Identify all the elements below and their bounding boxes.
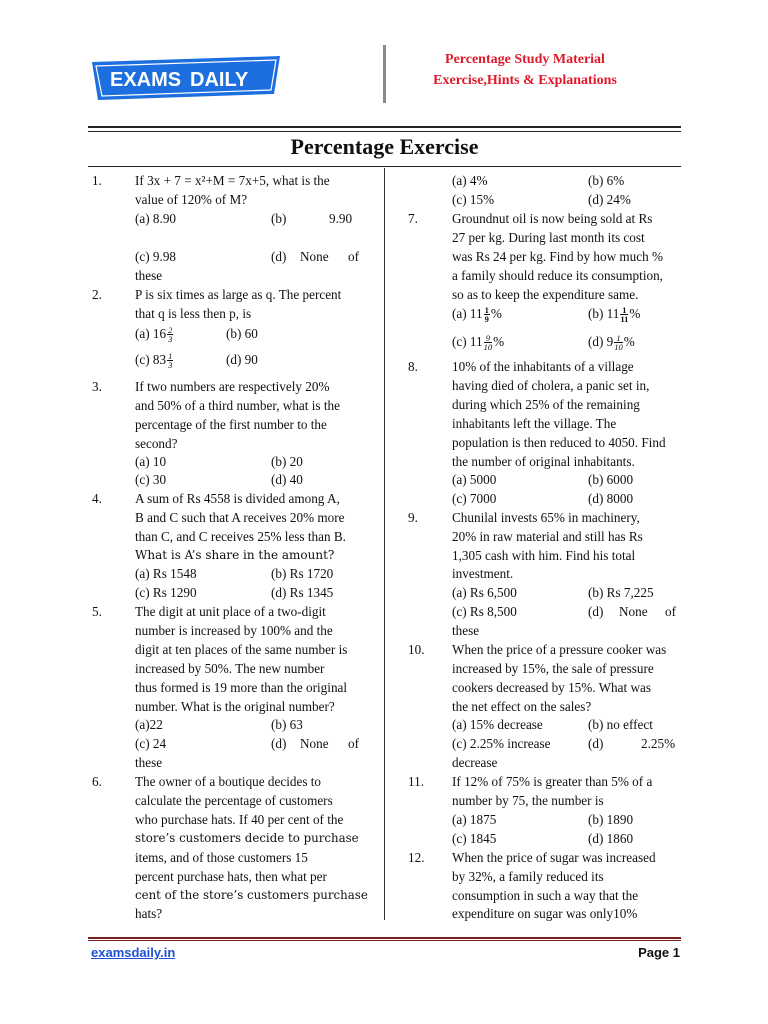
option-c: (c) 15% [452, 192, 495, 207]
question-6-line-4: store’s customers decide to purchase [135, 831, 359, 845]
question-8-line-1: 10% of the inhabitants of a village [452, 359, 634, 374]
option-d-word: None [300, 736, 329, 751]
question-7-line-5: so as to keep the expenditure same. [452, 287, 639, 302]
fraction [484, 334, 493, 352]
question-number: 4. [92, 491, 102, 506]
denominator: 10 [614, 342, 623, 353]
denominator: 10 [483, 342, 493, 353]
question-8-line-6: the number of original inhabitants. [452, 454, 635, 469]
option-b: (b) Rs 1720 [271, 566, 334, 581]
question-4-line-3: than C, and C receives 25% less than B. [135, 529, 346, 544]
question-6-line-1: The owner of a boutique decides to [135, 774, 322, 789]
question-7-line-3: was Rs 24 per kg. Find by how much % [452, 249, 663, 264]
question-6-line-3: who purchase hats. If 40 per cent of the [135, 812, 344, 827]
option-b: (b) 20 [271, 454, 303, 469]
option-a: (a) Rs 1548 [135, 566, 197, 581]
question-5-line-3: digit at ten places of the same number is [135, 642, 348, 657]
question-2-line-2: that q is less then p, is [135, 306, 252, 321]
question-4-line-1: A sum of Rs 4558 is divided among A, [135, 491, 340, 506]
percent-sign: % [490, 306, 502, 321]
question-3-line-1: If two numbers are respectively 20% [135, 379, 330, 394]
option-b: (b) [271, 211, 287, 226]
question-number: 3. [92, 379, 102, 394]
fraction [614, 334, 623, 352]
column-divider [384, 168, 385, 920]
option-a: (a) 8.90 [135, 211, 177, 226]
option-c [452, 332, 504, 352]
question-6-line-5: items, and of those customers 15 [135, 850, 308, 865]
question-4-line-4: What is A’s share in the amount? [135, 548, 335, 562]
option-a: (a) 10 [135, 454, 167, 469]
question-12-line-3: consumption in such a way that the [452, 888, 639, 903]
option-d-word: of [348, 736, 359, 751]
question-3-line-3: percentage of the first number to the [135, 417, 327, 432]
question-number: 11. [408, 774, 424, 789]
exams-daily-logo [90, 50, 285, 104]
option-a: (a) 15% decrease [452, 717, 543, 732]
question-11-line-2: number by 75, the number is [452, 793, 604, 808]
numerator: 1 [614, 334, 623, 344]
question-10-line-3: cookers decreased by 15%. What was [452, 680, 651, 695]
question-number: 2. [92, 287, 102, 302]
option-a-text: (a) 16 [135, 326, 167, 341]
question-3-line-2: and 50% of a third number, what is the [135, 398, 340, 413]
option-c: (c) Rs 1290 [135, 585, 197, 600]
option-d: (d) 8000 [588, 491, 634, 506]
question-number: 6. [92, 774, 102, 789]
page-title: Percentage Exercise [290, 134, 479, 159]
question-5-line-5: thus formed is 19 more than the original [135, 680, 348, 695]
option-d-cont: these [135, 268, 163, 283]
question-6-line-6: percent purchase hats, then what per [135, 869, 327, 884]
option-a: (a) 5000 [452, 472, 497, 487]
question-7-line-1: Groundnut oil is now being sold at Rs [452, 211, 653, 226]
question-2-line-1: P is six times as large as q. The percent [135, 287, 342, 302]
question-8-line-5: population is then reduced to 4050. Find [452, 435, 666, 450]
question-5-line-4: increased by 50%. The new number [135, 661, 325, 676]
numerator: 1 [168, 350, 173, 361]
fraction [167, 326, 173, 344]
question-10-line-2: increased by 15%, the sale of pressure [452, 661, 654, 676]
option-c-text: (c) 11 [452, 334, 483, 349]
question-6-line-2: calculate the percentage of customers [135, 793, 333, 808]
question-5-line-1: The digit at unit place of a two-digit [135, 604, 326, 619]
option-a: (a) Rs 6,500 [452, 585, 517, 600]
logo-text-exams: EXAMS [110, 69, 182, 91]
option-d-word: None [300, 249, 329, 264]
option-d-cont: these [135, 755, 163, 770]
question-1-line-2: value of 120% of M? [135, 192, 248, 207]
question-5-line-6: number. What is the original number? [135, 699, 335, 714]
numerator: 9 [484, 334, 493, 344]
denominator: 3 [168, 334, 173, 345]
logo-text-daily: DAILY [190, 69, 249, 91]
percent-sign: % [493, 334, 505, 349]
title-rule-top-thin [88, 131, 681, 132]
option-c: (c) 1845 [452, 831, 497, 846]
question-10-line-1: When the price of a pressure cooker was [452, 642, 667, 657]
question-3-line-4: second? [135, 436, 178, 451]
question-number: 9. [408, 510, 418, 525]
fraction [484, 306, 490, 324]
option-d: (d) 24% [588, 192, 631, 207]
denominator: 9 [484, 314, 489, 325]
option-d: (d) 1860 [588, 831, 634, 846]
option-d-cont: these [452, 623, 480, 638]
option-d: (d) [588, 736, 604, 751]
numerator: 1 [484, 304, 489, 315]
option-d: (d) [271, 249, 287, 264]
option-d: (d) Rs 1345 [271, 585, 334, 600]
denominator: 3 [168, 360, 173, 371]
option-a [135, 324, 174, 344]
option-d [588, 332, 635, 352]
option-a: (a)22 [135, 717, 163, 732]
fraction [167, 352, 173, 370]
footer-site-link[interactable]: examsdaily.in [91, 945, 176, 960]
denominator: 11 [620, 314, 629, 325]
option-d-cont: decrease [452, 755, 498, 770]
option-d-word: of [665, 604, 676, 619]
question-4-line-2: B and C such that A receives 20% more [135, 510, 345, 525]
question-10-line-4: the net effect on the sales? [452, 699, 592, 714]
question-9-line-2: 20% in raw material and still has Rs [452, 529, 643, 544]
question-number: 8. [408, 359, 418, 374]
option-d: (d) 90 [226, 352, 258, 367]
option-c: (c) 30 [135, 472, 167, 487]
question-9-line-1: Chunilal invests 65% in machinery, [452, 510, 640, 525]
question-number: 7. [408, 211, 418, 226]
question-7-line-2: 27 per kg. During last month its cost [452, 230, 645, 245]
option-c-text: (c) 83 [135, 352, 167, 367]
option-b: (b) 63 [271, 717, 303, 732]
footer-rule [88, 937, 681, 939]
option-d-word: None [619, 604, 648, 619]
question-12-line-2: by 32%, a family reduced its [452, 869, 604, 884]
question-9-line-4: investment. [452, 566, 514, 581]
footer-rule-thin [88, 940, 681, 941]
option-d-value: 2.25% [641, 736, 676, 751]
header-divider [383, 45, 386, 103]
question-number: 10. [408, 642, 425, 657]
option-b-text: (b) 11 [588, 306, 620, 321]
fraction [620, 306, 628, 324]
option-c: (c) Rs 8,500 [452, 604, 517, 619]
question-1-line-1: If 3x + 7 = x²+M = 7x+5, what is the [135, 173, 330, 188]
option-d: (d) [588, 604, 604, 619]
option-d-text: (d) 9 [588, 334, 614, 349]
percent-sign: % [629, 306, 641, 321]
question-number: 1. [92, 173, 102, 188]
option-c: (c) 7000 [452, 491, 497, 506]
title-rule-top [88, 126, 681, 128]
question-6-line-7: cent of the store’s customers purchase [135, 888, 368, 902]
question-12-line-4: expenditure on sugar was only10% [452, 906, 638, 921]
option-a: (a) 4% [452, 173, 488, 188]
option-b: (b) no effect [588, 717, 653, 732]
option-c: (c) 2.25% increase [452, 736, 551, 751]
option-c [135, 350, 174, 370]
option-d: (d) 40 [271, 472, 303, 487]
question-6-line-8: hats? [135, 906, 163, 921]
header-line-2: Exercise,Hints & Explanations [433, 73, 617, 88]
option-b: (b) 1890 [588, 812, 634, 827]
question-11-line-1: If 12% of 75% is greater than 5% of a [452, 774, 653, 789]
question-number: 5. [92, 604, 102, 619]
question-8-line-3: during which 25% of the remaining [452, 397, 640, 412]
option-b: (b) 6000 [588, 472, 634, 487]
option-a: (a) 1875 [452, 812, 497, 827]
question-8-line-4: inhabitants left the village. The [452, 416, 617, 431]
option-b: (b) Rs 7,225 [588, 585, 654, 600]
question-9-line-3: 1,305 cash with him. Find his total [452, 548, 636, 563]
option-b: (b) 60 [226, 326, 258, 341]
option-a-text: (a) 11 [452, 306, 483, 321]
header-line-1: Percentage Study Material [445, 52, 605, 67]
question-12-line-1: When the price of sugar was increased [452, 850, 656, 865]
option-d-word: of [348, 249, 359, 264]
question-8-line-2: having died of cholera, a panic set in, [452, 378, 650, 393]
option-b-value: 9.90 [329, 211, 353, 226]
option-b [588, 304, 640, 324]
option-c: (c) 24 [135, 736, 167, 751]
option-c: (c) 9.98 [135, 249, 177, 264]
option-a [452, 304, 502, 324]
footer-page-number: Page 1 [638, 945, 680, 960]
title-rule-bottom [88, 166, 681, 167]
numerator: 1 [622, 304, 627, 315]
option-d: (d) [271, 736, 287, 751]
question-5-line-2: number is increased by 100% and the [135, 623, 333, 638]
option-b: (b) 6% [588, 173, 625, 188]
question-7-line-4: a family should reduce its consumption, [452, 268, 663, 283]
numerator: 2 [168, 324, 173, 335]
percent-sign: % [623, 334, 635, 349]
question-number: 12. [408, 850, 425, 865]
